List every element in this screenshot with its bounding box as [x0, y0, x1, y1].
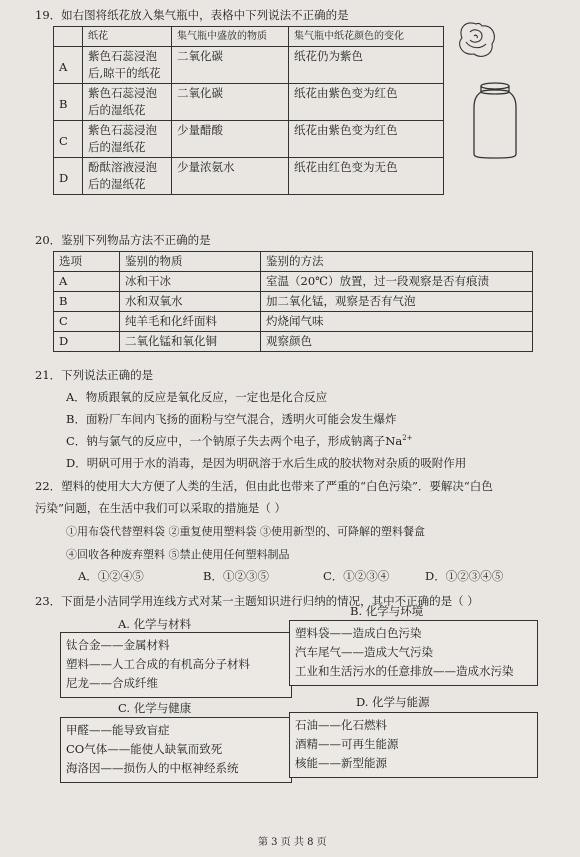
method-cell: 加二氧化锰，观察是否有气泡	[261, 292, 533, 312]
item-cell: 纯羊毛和化纤面料	[120, 312, 261, 332]
box-c-title: C. 化学与健康	[118, 701, 192, 715]
box-line: 塑料袋——造成白色污染	[295, 626, 422, 640]
box-line: 酒精——可再生能源	[295, 737, 399, 751]
charge-superscript: 2+	[402, 434, 413, 443]
box-line: 尼龙——合成纤维	[66, 676, 158, 690]
flower-cell	[83, 84, 172, 121]
item-cell: 二氧化锰和氧化铜	[120, 332, 261, 352]
table-row	[54, 158, 444, 195]
flower-cell	[83, 47, 172, 84]
q22-measures-1: ①用布袋代替塑料袋 ②重复使用塑料袋 ③使用新型的、可降解的塑料餐盒	[66, 525, 425, 538]
option-cell: D	[54, 158, 83, 195]
flower-text: 后的湿纸花	[88, 140, 146, 154]
box-line: CO气体——能使人缺氧而致死	[66, 742, 223, 756]
change-cell: 纸花由红色变为无色	[289, 158, 444, 195]
table-row	[54, 121, 444, 158]
q20-stem: 20．鉴别下列物品方法不正确的是	[35, 233, 211, 247]
table-row	[54, 47, 444, 84]
substance-cell: 少量醋酸	[172, 121, 289, 158]
flower-text: 酚酞溶液浸泡	[88, 160, 157, 174]
box-line: 甲醛——能导致盲症	[66, 723, 170, 737]
q22-stem-line2: 污染”问题，在生活中我们可以采取的措施是（ ）	[35, 501, 287, 515]
table-row	[54, 332, 533, 352]
table-header-cell: 选项	[54, 252, 120, 272]
change-cell: 纸花由紫色变为红色	[289, 84, 444, 121]
q22-choice-b: B．①②③⑤	[203, 569, 269, 583]
table-row	[54, 272, 533, 292]
option-cell: B	[54, 292, 120, 312]
flower-text: 后的湿纸花	[88, 103, 146, 117]
box-line: 海洛因——损伤人的中枢神经系统	[66, 761, 239, 775]
table-header-row	[54, 27, 444, 47]
flower-text: 紫色石蕊浸泡	[88, 49, 157, 63]
box-b	[289, 620, 538, 686]
flower-text: 紫色石蕊浸泡	[88, 86, 157, 100]
method-cell: 灼烧闻气味	[261, 312, 533, 332]
table-row	[54, 292, 533, 312]
box-d	[289, 712, 538, 778]
q19-stem: 19．如右图将纸花放入集气瓶中，表格中下列说法不正确的是	[35, 8, 349, 22]
table-header-cell	[54, 27, 83, 47]
substance-cell: 二氧化碳	[172, 84, 289, 121]
option-cell: C	[54, 312, 120, 332]
box-a	[60, 632, 292, 698]
item-cell: 水和双氧水	[120, 292, 261, 312]
option-cell: B	[54, 84, 83, 121]
flower-text: 紫色石蕊浸泡	[88, 123, 157, 137]
q20-table	[53, 251, 533, 352]
q21-stem: 21．下列说法正确的是	[35, 368, 154, 382]
q19-table	[53, 26, 444, 195]
flower-text: 后,晾干的纸花	[88, 66, 161, 80]
item-cell: 冰和干冰	[120, 272, 261, 292]
option-cell: C	[54, 121, 83, 158]
box-line: 工业和生活污水的任意排放——造成水污染	[295, 664, 514, 678]
q22-choice-a: A．①②④⑤	[78, 569, 144, 583]
q22-stem-line1: 22．塑料的使用大大方便了人类的生活，但由此也带来了严重的“白色污染”．要解决“白色	[35, 479, 493, 493]
box-d-title: D. 化学与能源	[356, 695, 430, 709]
box-line: 塑料——人工合成的有机高分子材料	[66, 657, 250, 671]
q21-option-c	[66, 433, 413, 449]
change-cell: 纸花仍为紫色	[289, 47, 444, 84]
box-line: 钛合金——金属材料	[66, 638, 170, 652]
flower-cell	[83, 158, 172, 195]
table-header-cell: 纸花	[83, 27, 172, 47]
option-cell: D	[54, 332, 120, 352]
option-cell: A	[54, 272, 120, 292]
q22-choice-c: C．①②③④	[323, 569, 390, 583]
gas-jar-illustration	[470, 80, 520, 160]
q23-stem: 23．下面是小洁同学用连线方式对某一主题知识进行归纳的情况，其中不正确的是（ ）	[35, 594, 479, 608]
q22-choice-d: D．①②③④⑤	[425, 569, 504, 583]
method-cell: 室温（20℃）放置，过一段观察是否有痕渍	[261, 272, 533, 292]
option-cell: A	[54, 47, 83, 84]
table-row	[54, 84, 444, 121]
table-header-row	[54, 252, 533, 272]
box-a-title: A. 化学与材料	[118, 617, 192, 631]
q21-option-a: A．物质跟氧的反应是氧化反应，一定也是化合反应	[66, 390, 328, 404]
table-header-cell: 集气瓶中纸花颜色的变化	[289, 27, 444, 47]
box-line: 石油——化石燃料	[295, 718, 387, 732]
box-b-title: B. 化学与环境	[350, 604, 424, 618]
box-line: 核能——新型能源	[295, 756, 387, 770]
change-cell: 纸花由紫色变为红色	[289, 121, 444, 158]
paper-flower-illustration	[452, 18, 500, 62]
table-header-cell: 鉴别的物质	[120, 252, 261, 272]
page-number: 第 3 页 共 8 页	[258, 837, 327, 848]
box-line: 汽车尾气——造成大气污染	[295, 645, 433, 659]
method-cell: 观察颜色	[261, 332, 533, 352]
q21-option-d: D．明矾可用于水的消毒，是因为明矾溶于水后生成的胶状物对杂质的吸附作用	[66, 456, 467, 470]
box-c	[60, 717, 292, 783]
table-header-cell: 集气瓶中盛放的物质	[172, 27, 289, 47]
flower-cell	[83, 121, 172, 158]
table-header-cell: 鉴别的方法	[261, 252, 533, 272]
substance-cell: 二氧化碳	[172, 47, 289, 84]
flower-text: 后的湿纸花	[88, 177, 146, 191]
table-row	[54, 312, 533, 332]
q21-option-b: B．面粉厂车间内飞扬的面粉与空气混合，透明火可能会发生爆炸	[66, 412, 397, 426]
q22-measures-2: ④回收各种废弃塑料 ⑤禁止使用任何塑料制品	[66, 548, 290, 561]
substance-cell: 少量浓氨水	[172, 158, 289, 195]
q21-option-c-text: C．钠与氯气的反应中，一个钠原子失去两个电子，形成钠离子Na	[66, 434, 403, 448]
